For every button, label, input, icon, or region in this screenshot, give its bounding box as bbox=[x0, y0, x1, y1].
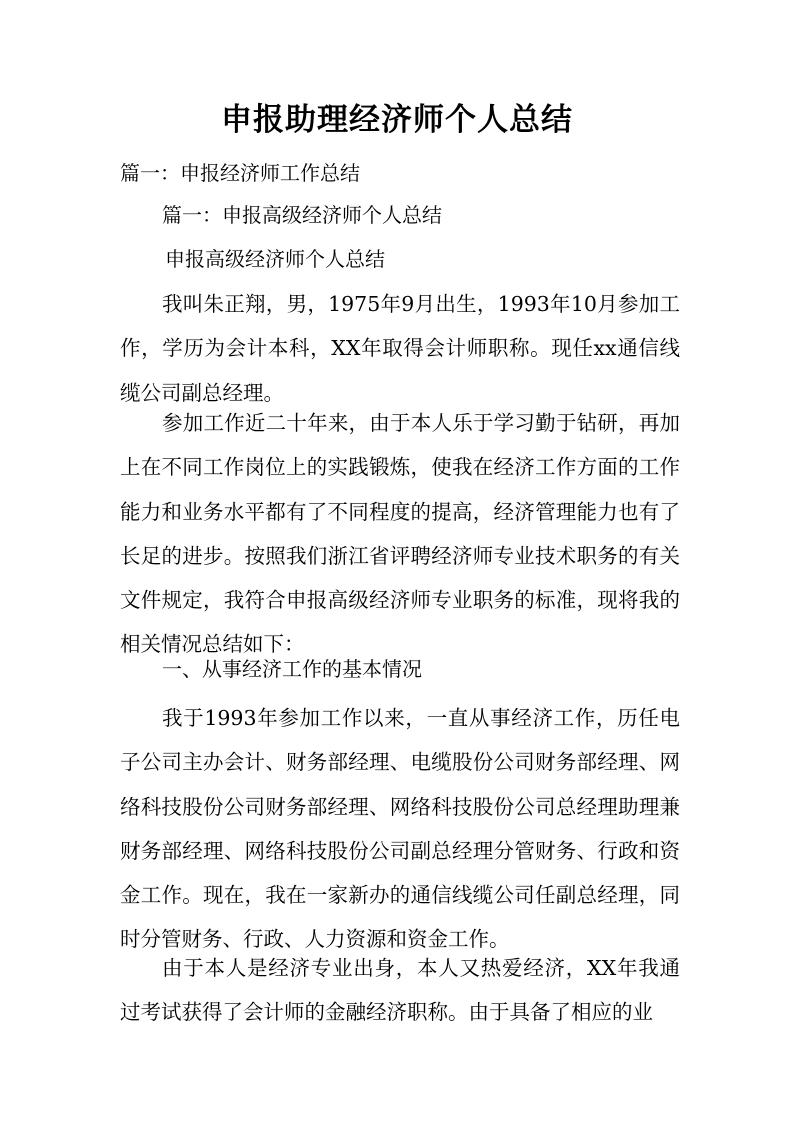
paragraph-intro: 我叫朱正翔，男，1975年9月出生，1993年10月参加工作，学历为会计本科，XX年取得会计师职称。现任xx通信线缆公司副总经理。 bbox=[120, 292, 680, 405]
heading-part-one: 篇一：申报经济师工作总结 bbox=[120, 161, 360, 185]
heading-subtitle: 申报高级经济师个人总结 bbox=[165, 247, 385, 271]
paragraph-work-history: 我于1993年参加工作以来，一直从事经济工作，历任电子公司主办会计、财务部经理、电缆股份公司财务部经理、网络科技股份公司财务部经理、网络科技股份公司总经理助理兼财务部经理、网络科技股份公司副总经理分管财务、行政和资金工作。现在，我在一家新办的通信线缆公司任副总经理，同时分管财务、行政、人力资源和资金工作。 bbox=[120, 706, 680, 952]
document-title: 申报助理经济师个人总结 bbox=[221, 102, 573, 138]
heading-subpart-one: 篇一：申报高级经济师个人总结 bbox=[162, 203, 442, 227]
paragraph-experience: 参加工作近二十年来，由于本人乐于学习勤于钻研，再加上在不同工作岗位上的实践锻炼，使我在经济工作方面的工作能力和业务水平都有了不同程度的提高，经济管理能力也有了长足的进步。按照我们浙江省评聘经济师专业技术职务的有关文件规定，我符合申报高级经济师专业职务的标准，现将我的相关情况总结如下： bbox=[120, 411, 680, 657]
section-heading-basic-info: 一、从事经济工作的基本情况 bbox=[162, 657, 422, 681]
paragraph-qualification: 由于本人是经济专业出身，本人又热爱经济，XX年我通过考试获得了会计师的金融经济职称。由于具备了相应的业 bbox=[120, 956, 680, 1025]
